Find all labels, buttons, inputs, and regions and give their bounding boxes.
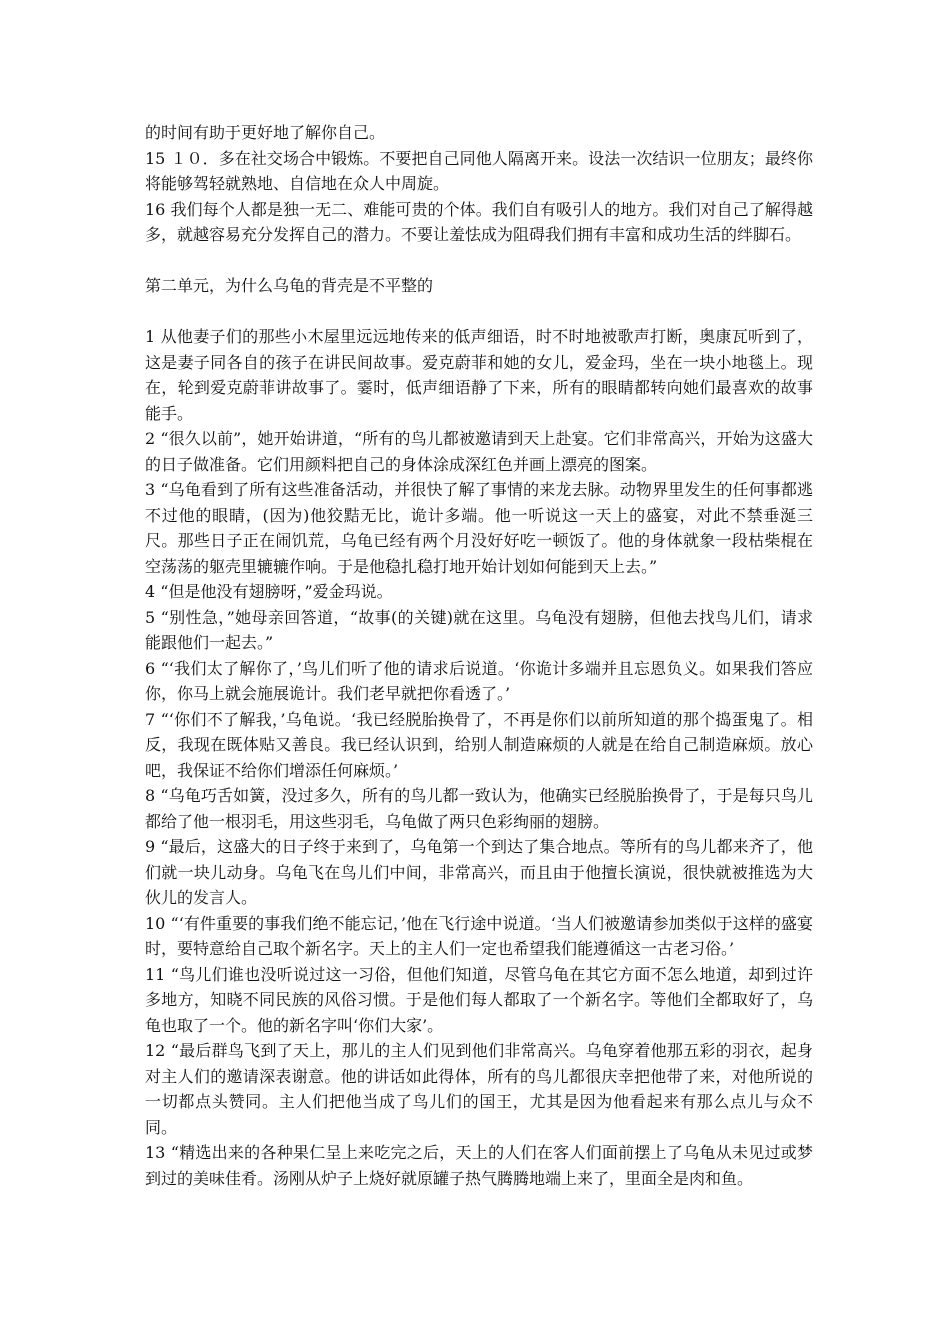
intro-paragraph-3: 16 我们每个人都是独一无二、难能可贵的个体。我们自有吸引人的地方。我们对自己了解得越多，就越容易充分发挥自己的潜力。不要让羞怯成为阻碍我们拥有丰富和成功生活的绊脚石。	[145, 199, 813, 244]
paragraph-6: 6 “‘我们太了解你了，’鸟儿们听了他的请求后说道。‘你诡计多端并且忘恩负义。如果我们答应你，你马上就会施展诡计。我们老早就把你看透了。’	[145, 658, 813, 703]
paragraph-4: 4 “但是他没有翅膀呀，”爱金玛说。	[145, 582, 393, 601]
paragraph-5: 5 “别性急，”她母亲回答道，“故事(的关键)就在这里。乌龟没有翅膀，但他去找鸟儿们，请求能跟他们一起去。”	[145, 607, 813, 652]
paragraph-12: 12 “最后群鸟飞到了天上，那儿的主人们见到他们非常高兴。乌龟穿着他那五彩的羽衣，起身对主人们的邀请深表谢意。他的讲话如此得体，所有的鸟儿都很庆幸把他带了来，对他所说的一切都点头赞同。主人们把他当成了鸟儿们的国王，尤其是因为他看起来有那么点儿与众不同。	[145, 1041, 813, 1137]
intro-paragraph-1: 的时间有助于更好地了解你自己。	[145, 123, 386, 142]
paragraph-9: 9 “最后，这盛大的日子终于来到了，乌龟第一个到达了集合地点。等所有的鸟儿都来齐了，他们就一块儿动身。乌龟飞在鸟儿们中间，非常高兴，而且由于他擅长演说，很快就被推选为大伙儿的发言人。	[145, 837, 813, 907]
paragraph-2: 2 “很久以前”，她开始讲道，“所有的鸟儿都被邀请到天上赴宴。它们非常高兴，开始为这盛大的日子做准备。它们用颜料把自己的身体涂成深红色并画上漂亮的图案。	[145, 429, 813, 474]
section-heading: 第二单元，为什么乌龟的背壳是不平整的	[145, 276, 434, 295]
paragraph-8: 8 “乌龟巧舌如簧，没过多久，所有的鸟儿都一致认为，他确实已经脱胎换骨了，于是每只鸟儿都给了他一根羽毛，用这些羽毛，乌龟做了两只色彩绚丽的翅膀。	[145, 786, 813, 831]
intro-paragraph-2: 15 １０．多在社交场合中锻炼。不要把自己同他人隔离开来。设法一次结识一位朋友；最终你将能够驾轻就熟地、自信地在众人中周旋。	[145, 148, 813, 193]
paragraph-11: 11 “鸟儿们谁也没听说过这一习俗，但他们知道，尽管乌龟在其它方面不怎么地道，却到过许多地方，知晓不同民族的风俗习惯。于是他们每人都取了一个新名字。等他们全都取好了，乌龟也取了一个。他的新名字叫‘你们大家’。	[145, 964, 813, 1035]
spacer	[145, 299, 813, 325]
paragraph-1: 1 从他妻子们的那些小木屋里远远地传来的低声细语，时不时地被歌声打断，奥康瓦听到了，这是妻子同各自的孩子在讲民间故事。爱克蔚菲和她的女儿，爱金玛，坐在一块小地毯上。现在，轮到爱克蔚菲讲故事了。霎时，低声细语静了下来，所有的眼睛都转向她们最喜欢的故事能手。	[145, 327, 813, 423]
paragraph-10: 10 “‘有件重要的事我们绝不能忘记，’他在飞行途中说道。‘当人们被邀请参加类似于这样的盛宴时，要特意给自己取个新名字。天上的主人们一定也希望我们能遵循这一古老习俗。’	[145, 913, 813, 958]
paragraph-3: 3 “乌龟看到了所有这些准备活动，并很快了解了事情的来龙去脉。动物界里发生的任何事都逃不过他的眼睛，(因为)他狡黠无比，诡计多端。他一听说这一天上的盛宴，对此不禁垂涎三尺。那些日子正在闹饥荒，乌龟已经有两个月没好好吃一顿饭了。他的身体就象一段枯柴棍在空荡荡的躯壳里辘辘作响。于是他稳扎稳打地开始计划如何能到天上去。”	[145, 480, 813, 576]
paragraph-13: 13 “精选出来的各种果仁呈上来吃完之后，天上的人们在客人们面前摆上了乌龟从未见过或梦到过的美味佳肴。汤刚从炉子上烧好就原罐子热气腾腾地端上来了，里面全是肉和鱼。	[145, 1143, 813, 1188]
paragraph-7: 7 “‘你们不了解我，’乌龟说。‘我已经脱胎换骨了，不再是你们以前所知道的那个捣蛋鬼了。相反，我现在既体贴又善良。我已经认识到，给别人制造麻烦的人就是在给自己制造麻烦。放心吧，我保证不给你们增添任何麻烦。’	[145, 709, 813, 780]
document-page	[145, 120, 813, 1191]
spacer	[145, 248, 813, 274]
